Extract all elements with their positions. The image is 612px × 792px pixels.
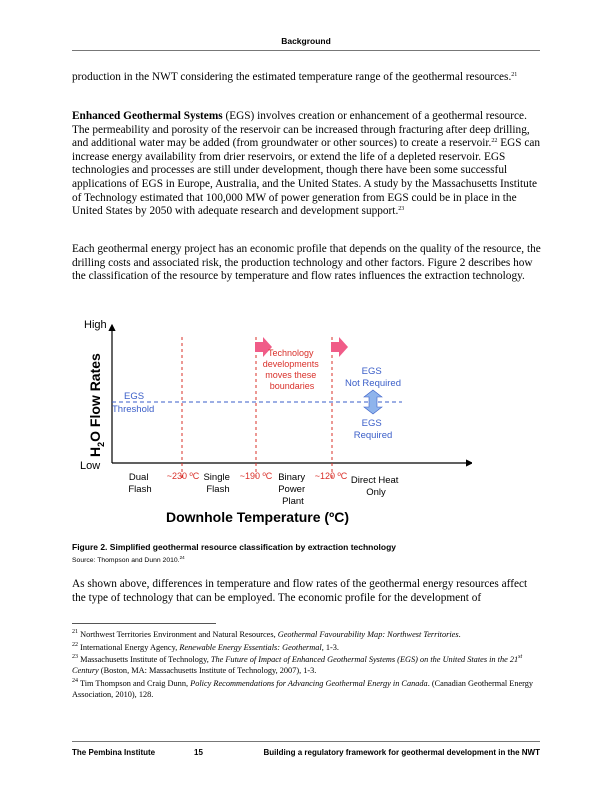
paragraph-resources bbox=[72, 71, 542, 85]
footer-organization: The Pembina Institute bbox=[72, 748, 156, 757]
paragraph-as-shown bbox=[72, 578, 542, 605]
footnotes bbox=[72, 629, 542, 702]
footnote-ref[interactable]: 21 bbox=[511, 72, 518, 78]
category-dual-flash: Dual Flash bbox=[128, 472, 152, 495]
y-axis-title: $H_2O$ Flow Rates bbox=[87, 353, 106, 457]
footnote-ref[interactable]: 24 bbox=[179, 555, 185, 560]
paragraph-egs bbox=[72, 110, 542, 219]
egs-threshold-label: EGS Threshold bbox=[112, 391, 155, 415]
footnote-22: $^{22}$ International Energy Agency, Renewable Energy Essentials: Geothermal, 1-3. bbox=[72, 641, 340, 652]
figure-caption: Figure 2. Simplified geothermal resource classification by extraction technology bbox=[72, 542, 397, 552]
footnote-24: $^{24}$ Tim Thompson and Craig Dunn, Policy Recommendations for Advancing Geothermal Energy in Canada. (Canadian Geothermal Energy Association, 2010), 128. bbox=[72, 677, 534, 699]
figure-source bbox=[72, 557, 185, 564]
footnote-ref[interactable]: 22 bbox=[491, 138, 498, 145]
paragraph-text: As shown above, differences in temperature and flow rates of the geothermal energy resources affect the type of technology that can be employed. The economic profile for the development of bbox=[72, 578, 528, 604]
temp-label-230: ~230 ºC bbox=[166, 471, 200, 481]
category-direct-heat: Direct Heat Only bbox=[350, 475, 399, 498]
paragraph-text: Each geothermal energy project has an economic profile that depends on the quality of the resource, the drilling costs and associated risk, the production technology and other factors. Figure 2 describes how the classification of the resource by temperature and flow rates influences the extraction technology. bbox=[72, 243, 541, 283]
paragraph-text: (EGS) involves creation or enhancement of a geothermal resource. The permeability and porosity of the reservoir can be increased through fracturing after deep drilling, and additional water may be added (from groundwater or other sources) to create a reservoir. bbox=[72, 110, 530, 150]
footnote-21: $^{21}$ Northwest Territories Environment and Natural Resources, Geothermal Favourability Map: Northwest Territories. bbox=[72, 629, 461, 639]
y-axis-low-label: Low bbox=[80, 460, 101, 472]
footer-page-number: 15 bbox=[194, 748, 203, 757]
header-rule bbox=[72, 50, 540, 51]
footer-rule bbox=[72, 741, 540, 742]
temp-label-190: ~190 ºC bbox=[239, 471, 273, 481]
egs-term: Enhanced Geothermal Systems bbox=[72, 110, 223, 122]
boundary-shift-arrow-right bbox=[331, 337, 348, 357]
egs-required-label: EGS Required bbox=[353, 418, 393, 441]
source-text: Source: Thompson and Dunn 2010. bbox=[72, 557, 180, 564]
technology-note: Technology developments moves these boundaries bbox=[262, 348, 319, 391]
y-axis-high-label: High bbox=[84, 319, 107, 331]
footnote-ref[interactable]: 23 bbox=[398, 206, 405, 213]
paragraph-text: EGS can increase energy availability from drier reservoirs, or extend the life of a depleted reservoir. EGS technologies and processes are still under development, though there have been some successful applications of EGS in Europe, Australia, and the United States. A study by the Massachusetts Institute of Technology estimated that 100,000 MW of power generation from EGS could be in place in the United States by 2050 with adequate research and development support. bbox=[72, 137, 541, 218]
footer-document-title: Building a regulatory framework for geothermal development in the NWT bbox=[263, 748, 540, 757]
temp-label-120: ~120 ºC bbox=[314, 471, 348, 481]
category-single-flash: Single Flash bbox=[203, 472, 230, 495]
page-header-title: Background bbox=[281, 36, 331, 46]
paragraph-economic-profile bbox=[72, 243, 542, 284]
footnote-23: $^{23}$ Massachusetts Institute of Technology, The Future of Impact of Enhanced Geothermal Systems (EGS) on the United States in the 21st Century (Boston, MA: Massachusetts Institute of Technology, 2007), 1-3. bbox=[72, 654, 523, 676]
egs-not-required-label: EGS Not Required bbox=[345, 366, 401, 389]
category-binary-power-plant: Binary Power Plant bbox=[278, 472, 306, 507]
x-axis-title: Downhole Temperature (ºC) bbox=[166, 509, 349, 525]
geothermal-classification-figure bbox=[72, 312, 472, 530]
paragraph-text: production in the NWT considering the estimated temperature range of the geothermal resources. bbox=[72, 71, 512, 83]
footnote-rule bbox=[72, 623, 216, 624]
